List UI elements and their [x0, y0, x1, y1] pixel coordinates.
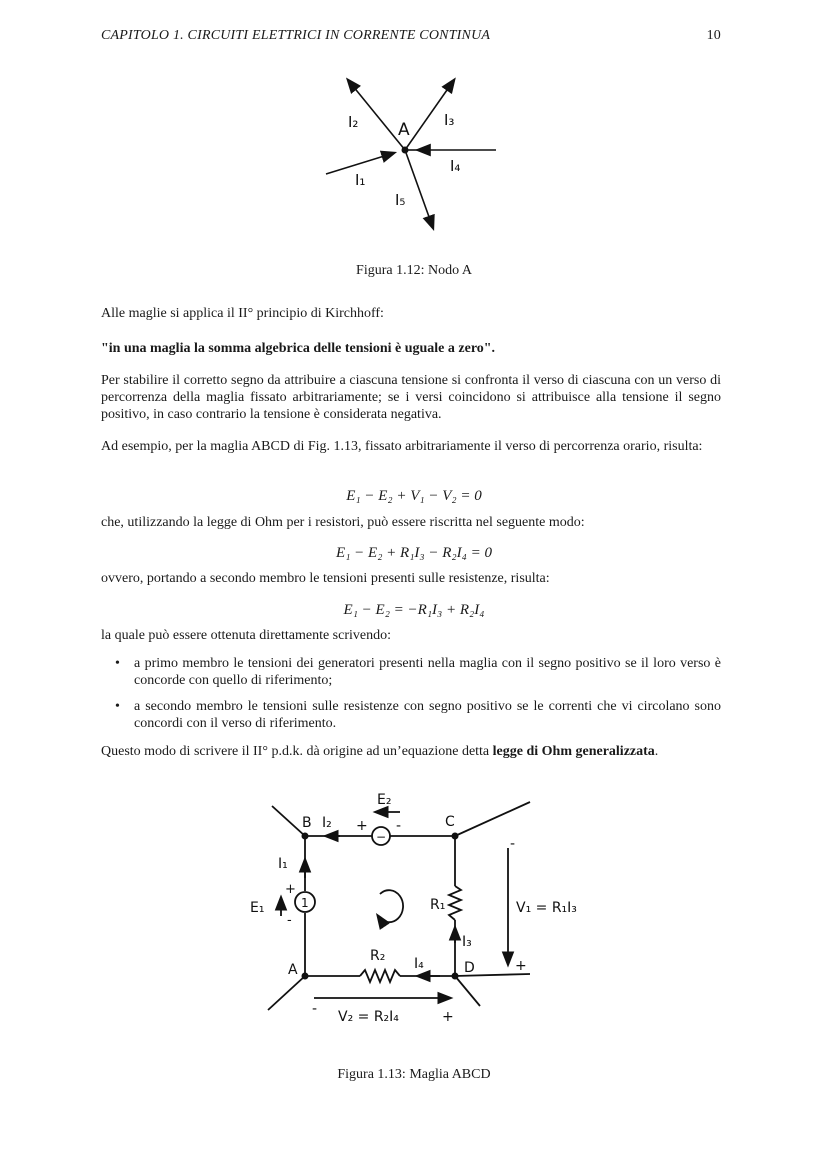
figure-1-12-caption: Figura 1.12: Nodo A — [356, 263, 472, 278]
label-r1: R₁ — [430, 897, 446, 913]
node-a-figure — [300, 72, 520, 242]
paragraph-1: Alle maglie si applica il II° principio di Kirchhoff: — [101, 306, 384, 321]
figure-1-13-caption: Figura 1.13: Maglia ABCD — [337, 1067, 491, 1082]
paragraph-7: la quale può essere ottenuta direttamente scrivendo: — [101, 628, 392, 643]
paragraph-8-end: . — [654, 744, 659, 759]
kirchhoff-statement: "in una maglia la somma algebrica delle tensioni è uguale a zero". — [101, 341, 496, 356]
v1-minus: - — [510, 836, 516, 852]
node-a-dot — [402, 147, 409, 154]
mesh-abcd-figure — [240, 788, 590, 1038]
label-i5: I₅ — [395, 191, 406, 209]
bullet-dot: • — [115, 656, 120, 671]
e2-minus: - — [396, 818, 402, 834]
e2-symbol: − — [376, 830, 387, 844]
chapter-title: CAPITOLO 1. CIRCUITI ELETTRICI IN CORRENTE CONTINUA — [101, 28, 491, 43]
label-i2: I₂ — [348, 113, 359, 131]
branch-i5 — [405, 150, 433, 228]
paragraph-5: che, utilizzando la legge di Ohm per i resistori, può essere riscritta nel seguente modo: — [101, 515, 585, 530]
label-r2: R₂ — [370, 948, 386, 964]
v1-plus: + — [515, 958, 527, 974]
label-e2: E₂ — [377, 792, 392, 808]
label-v1: V₁ = R₁I₃ — [516, 900, 577, 916]
bullet-item-2 — [117, 698, 721, 732]
generalized-ohm-law: legge di Ohm generalizzata — [492, 744, 655, 759]
bullet-text: a secondo membro le tensioni sulle resistenze con segno positivo se le correnti che vi circolano sono concordi con il verso di riferimento. — [134, 699, 721, 731]
bullet-item-1 — [117, 655, 721, 689]
paragraph-8-text: Questo modo di scrivere il II° p.d.k. dà origine ad un’equazione detta — [101, 744, 493, 759]
node-a-label: A — [288, 962, 298, 978]
v2-plus: + — [442, 1009, 454, 1025]
node-a-label: A — [398, 120, 410, 140]
label-i3: I₃ — [444, 111, 455, 129]
label-i1: I₁ — [278, 856, 288, 872]
v2-minus: - — [312, 1001, 318, 1017]
node-b-label: B — [302, 815, 312, 831]
label-i2: I₂ — [322, 815, 332, 831]
paragraph-4: Ad esempio, per la maglia ABCD di Fig. 1.13, fissato arbitrariamente il verso di percorrenza orario, risulta: — [101, 439, 703, 454]
bullet-dot: • — [115, 699, 120, 714]
page-header — [101, 28, 721, 44]
label-i4: I₄ — [450, 157, 461, 175]
resistor-r2 — [360, 970, 400, 982]
node-c-label: C — [445, 814, 455, 830]
equation-1: E₁ − E₂ + V₁ − V₂ = 0 — [346, 488, 482, 504]
label-v2: V₂ = R₂I₄ — [338, 1009, 399, 1025]
e1-symbol: 1 — [301, 896, 309, 910]
label-i3: I₃ — [462, 934, 472, 950]
resistor-r1 — [449, 886, 461, 920]
node-d-label: D — [464, 960, 475, 976]
e2-plus: + — [356, 818, 368, 834]
paragraph-8 — [101, 743, 721, 760]
equation-2: E₁ − E₂ + R₁I₃ − R₂I₄ = 0 — [336, 545, 492, 561]
label-i4: I₄ — [414, 956, 424, 972]
e1-minus: - — [287, 913, 292, 928]
label-e1: E₁ — [250, 900, 265, 916]
label-i1: I₁ — [355, 171, 366, 189]
paragraph-6: ovvero, portando a secondo membro le tensioni presenti sulle resistenze, risulta: — [101, 571, 550, 586]
loop-direction — [378, 890, 403, 922]
bullet-text: a primo membro le tensioni dei generatori presenti nella maglia con il segno positivo se il loro verso è concorde con quello di riferimento; — [134, 656, 721, 688]
page-number: 10 — [706, 28, 721, 43]
equation-3: E₁ − E₂ = −R₁I₃ + R₂I₄ — [343, 602, 485, 618]
paragraph-3: Per stabilire il corretto segno da attribuire a ciascuna tensione si confronta il verso di ciascuna con un verso di percorrenza della maglia fissato arbitrariamente; se i versi coincidono si attribuisce alla tensione il segno positivo, in caso contrario la tensione è considerata negativa. — [101, 373, 721, 422]
e1-plus: + — [285, 882, 296, 897]
